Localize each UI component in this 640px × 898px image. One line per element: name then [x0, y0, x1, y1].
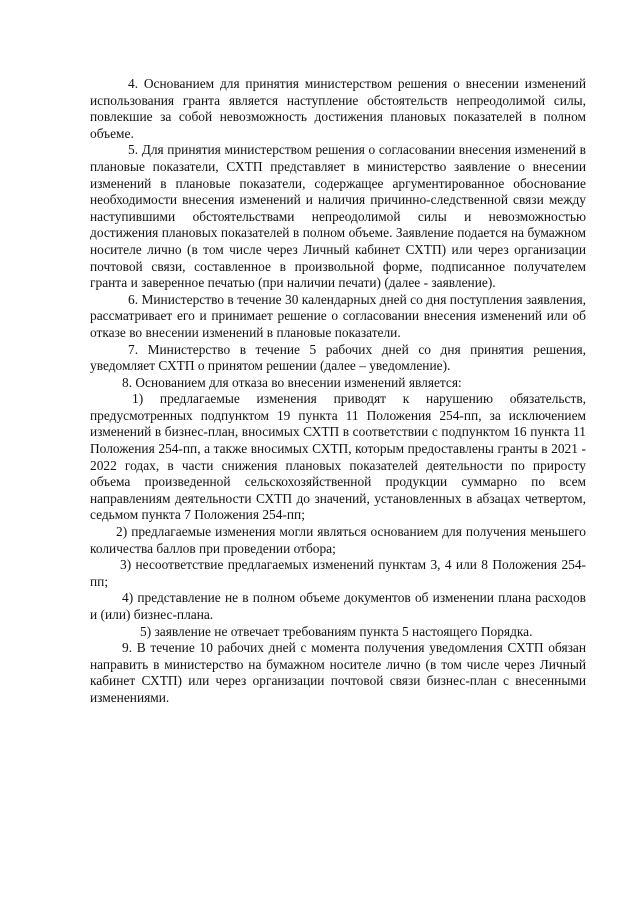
subparagraph-8-3: 3) несоответствие предлагаемых изменений пунктам 3, 4 или 8 Положения 254-пп; — [90, 557, 586, 589]
paragraph-9: 9. В течение 10 рабочих дней с момента получения уведомления СХТП обязан направить в министерство на бумажном носителе лично (в том числе через Личный кабинет СХТП) или через организации почтовой связи бизнес-план с внесенными изменениями. — [90, 640, 586, 705]
subparagraph-8-1: 1) предлагаемые изменения приводят к нарушению обязательств, предусмотренных подпунктом 19 пункта 11 Положения 254-пп, за исключением изменений в бизнес-план, вносимых СХТП в соответствии с подпунктом 16 пункта 11 Положения 254-пп, а также вносимых СХТП, которым предоставлены гранты в 2021 - 2022 годах, в части снижения плановых показателей деятельности по приросту объема произведенной сельскохозяйственной продукции суммарно по всем направлениям деятельности СХТП до значений, установленных в абзацах четвертом, седьмом пункта 7 Положения 254-пп; — [90, 391, 586, 523]
paragraph-5: 5. Для принятия министерством решения о согласовании внесения изменений в плановые показатели, СХТП представляет в министерство заявление о внесении изменений в плановые показатели, содержащее аргументированное обоснование необходимости внесения изменений и наличия причинно-следственной связи между наступившими обстоятельствами непреодолимой силы и невозможностью достижения плановых показателей в полном объеме. Заявление подается на бумажном носителе лично (в том числе через Личный кабинет СХТП) или через организации почтовой связи, составленное в произвольной форме, подписанное получателем гранта и заверенное печатью (при наличии печати) (далее - заявление). — [90, 142, 586, 291]
subparagraph-8-4: 4) представление не в полном объеме документов об изменении плана расходов и (или) бизнес-плана. — [90, 590, 586, 622]
paragraph-8: 8. Основанием для отказа во внесении изменений является: — [122, 374, 462, 390]
paragraph-7: 7. Министерство в течение 5 рабочих дней со дня принятия решения, уведомляет СХТП о принятом решении (далее – уведомление). — [90, 341, 586, 374]
subparagraph-8-5: 5) заявление не отвечает требованиям пункта 5 настоящего Порядка. — [140, 623, 533, 639]
paragraph-4: 4. Основанием для принятия министерством решения о внесении изменений использования гранта является наступление обстоятельств непреодолимой силы, повлекшие за собой невозможность достижения плановых показателей в полном объеме. — [90, 76, 586, 141]
paragraph-6: 6. Министерство в течение 30 календарных дней со дня поступления заявления, рассматривает его и принимает решение о согласовании внесения изменений или об отказе во внесении изменений в плановые показатели. — [90, 291, 586, 340]
document-body — [90, 76, 586, 707]
subparagraph-8-2: 2) предлагаемые изменения могли являться основанием для получения меньшего количества баллов при проведении отбора; — [90, 524, 586, 556]
